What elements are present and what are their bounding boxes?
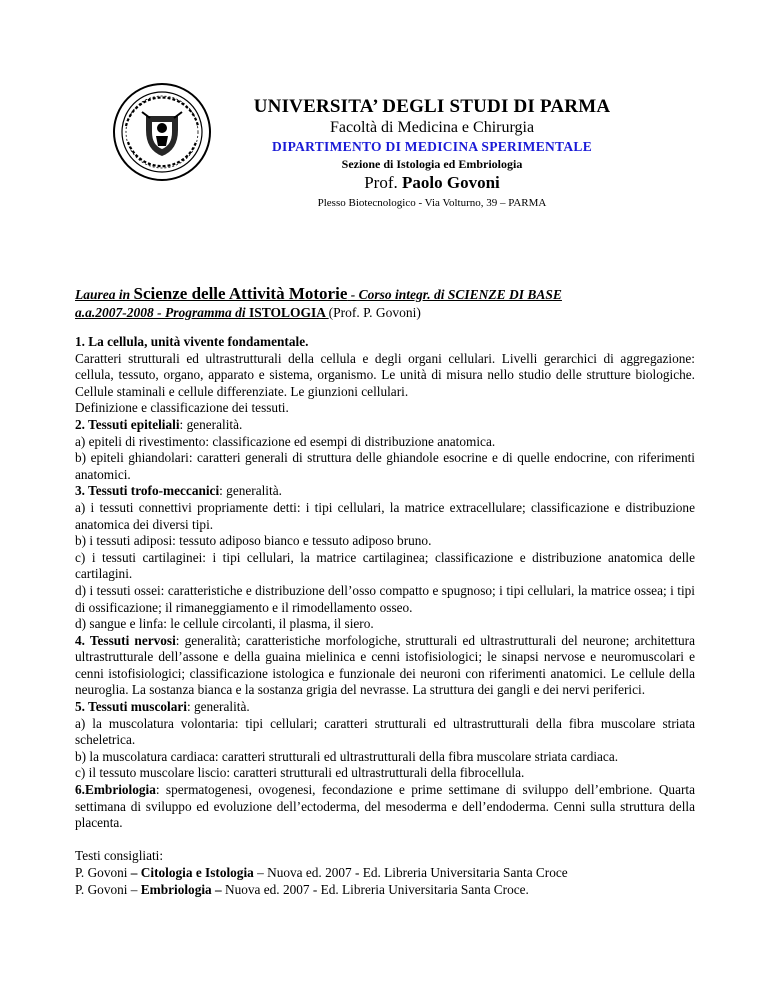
- section-3-intro: : generalità.: [219, 483, 282, 499]
- section-3-c: c) i tessuti cartilaginei: i tipi cellulari, la matrice cartilaginea; classificazione e distribuzione anatomica delle cartilagini.: [75, 549, 695, 582]
- ref-1-author: P. Govoni: [75, 865, 131, 880]
- section-6: [75, 782, 695, 832]
- section-3-a: a) i tessuti connettivi propriamente detti: i tipi cellulari, la matrice extracellulare; classificazione e distribuzione anatomica dei diversi tipi.: [75, 499, 695, 532]
- section-1-title: 1. La cellula, unità vivente fondamentale.: [75, 334, 309, 349]
- section-2-b: b) epiteli ghiandolari: caratteri generali di struttura delle ghiandole esocrine e di quelle endocrine, con riferimenti anatomici.: [75, 450, 695, 482]
- section-3-d: d) i tessuti ossei: caratteristiche e distribuzione dell’osso compatto e spugnoso; i tipi cellulari, la matrice ossea; i tipi di ossificazione; il rimaneggiamento e il rimodellamento osseo.: [75, 582, 695, 615]
- section-2-intro: : generalità.: [179, 416, 243, 432]
- section-5: [75, 699, 695, 716]
- section-3: [75, 483, 695, 500]
- department-name: DIPARTIMENTO DI MEDICINA SPERIMENTALE: [271, 139, 593, 154]
- section-5-b: b) la muscolatura cardiaca: caratteri strutturali ed ultrastrutturali della fibra muscolare striata cardiaca.: [75, 748, 619, 764]
- section-5-c: c) il tessuto muscolare liscio: caratteri strutturali ed ultrastrutturali della fibrocellula.: [75, 765, 525, 781]
- section-1-text: Caratteri strutturali ed ultrastrutturali della cellula e degli organi cellulari. Livelli gerarchici di aggregazione: cellula, tessuto, organo, apparato e sistema, organismo. Le unità di misura nello studio delle strutture biologiche. Cellule staminali e cellule differenziate. Le giunzioni cellulari.: [75, 350, 695, 399]
- references-title: Testi consigliati:: [75, 848, 164, 864]
- ref-1-publisher: – Nuova ed. 2007 - Ed. Libreria Universitaria Santa Croce: [253, 865, 568, 880]
- section-3-e: d) sangue e linfa: le cellule circolanti, il plasma, il siero.: [75, 616, 374, 632]
- section-5-title: 5. Tessuti muscolari: [75, 699, 187, 715]
- section-4: [75, 633, 695, 699]
- program-content: [75, 334, 695, 898]
- professor-name: [200, 172, 664, 193]
- section-6-title: 6.Embriologia: [75, 782, 156, 798]
- ref-2-publisher: Nuova ed. 2007 - Ed. Libreria Universitaria Santa Croce.: [224, 881, 529, 897]
- section-2-title: 2. Tessuti epiteliali: [75, 416, 180, 432]
- ref-2-title: Embriologia –: [140, 881, 225, 897]
- laurea-in: Laurea in: [75, 287, 134, 302]
- section-name: Sezione di Istologia ed Embriologia: [341, 157, 523, 171]
- course-line-2: [75, 304, 715, 322]
- section-6-text: : spermatogenesi, ovogenesi, fecondazione e prime settimane di sviluppo dell’embrione. Quarta settimana di sviluppo ed evoluzione dell’ectoderma, del mesoderma e dell’endoderma. Cenni sulla struttura della placenta.: [75, 782, 695, 831]
- reference-1: [75, 865, 695, 882]
- section-3-title: 3. Tessuti trofo-meccanici: [75, 483, 220, 499]
- faculty-name: Facoltà di Medicina e Chirurgia: [329, 119, 535, 136]
- university-seal-icon: [112, 82, 212, 182]
- section-1-text-2: Definizione e classificazione dei tessuti.: [75, 400, 289, 416]
- course-heading: [75, 285, 715, 322]
- subject-name: ISTOLOGIA: [249, 305, 329, 320]
- section-5-intro: : generalità.: [186, 699, 250, 715]
- corso-integrato: - Corso integr. di SCIENZE DI BASE: [347, 287, 562, 302]
- section-5-a: a) la muscolatura volontaria: tipi cellulari; caratteri strutturali ed ultrastrutturali della fibra muscolare striata scheletrica.: [75, 715, 695, 748]
- address: Plesso Biotecnologico - Via Volturno, 39 – PARMA: [317, 197, 547, 209]
- letterhead: [200, 96, 664, 211]
- reference-2: [75, 882, 695, 899]
- year-program: a.a.2007-2008 - Programma di: [75, 305, 249, 320]
- section-2-a: a) epiteli di rivestimento: classificazione ed esempi di distribuzione anatomica.: [75, 433, 496, 449]
- section-4-text: : generalità; caratteristiche morfologiche, strutturali ed ultrastrutturali del neurone; architettura ultrastrutturale dell’assone e della guaina mielinica e cenni istofisiologici; le sinapsi nervose e neuromuscolari e cenni istofisiologici; classificazione istologica e funzionale dei neuroni con riferimenti anatomici. Le cellule della neuroglia. La sostanza bianca e la sostanza grigia del nevrasse. La struttura dei gangli e dei nervi periferici.: [75, 632, 695, 698]
- section-3-b: b) i tessuti adiposi: tessuto adiposo bianco e tessuto adiposo bruno.: [75, 533, 432, 549]
- university-name: UNIVERSITA’ DEGLI STUDI DI PARMA: [253, 96, 611, 117]
- section-2: [75, 417, 695, 434]
- section-4-title: 4. Tessuti nervosi: [75, 632, 176, 648]
- prof-name: Paolo Govoni: [402, 173, 500, 192]
- ref-1-title: Citologia e Istologia: [140, 865, 254, 880]
- course-line-1: [75, 285, 715, 304]
- degree-name: Scienze delle Attività Motorie: [133, 284, 348, 303]
- ref-2-author: P. Govoni –: [75, 881, 141, 897]
- prof-prefix: Prof.: [364, 173, 402, 192]
- ref-1-dash: –: [130, 865, 141, 880]
- teacher: (Prof. P. Govoni): [328, 305, 421, 320]
